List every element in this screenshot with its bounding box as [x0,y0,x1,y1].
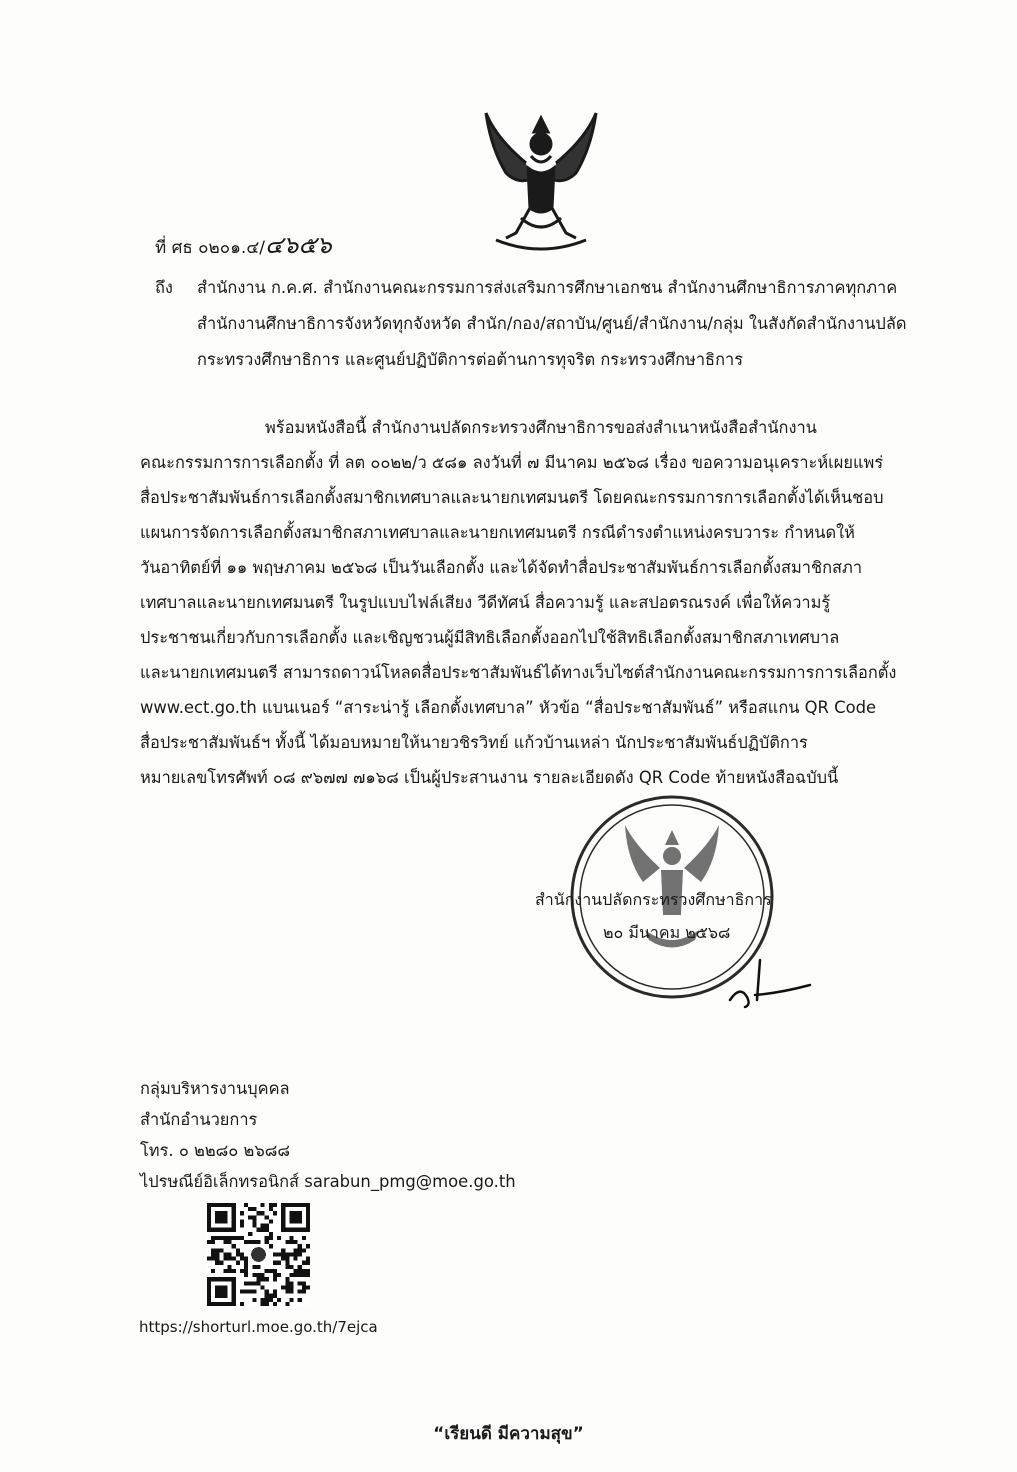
recipient-line: สำนักงาน ก.ค.ศ. สำนักงานคณะกรรมการส่งเสริมการศึกษาเอกชน สำนักงานศึกษาธิการภาคทุกภาค [197,278,898,297]
recipient-label: ถึง [155,278,173,297]
body-line: เทศบาลและนายกเทศมนตรี ในรูปแบบไฟล์เสียง วีดีทัศน์ สื่อความรู้ และสปอตรณรงค์ เพื่อให้ความรู้ [140,593,831,612]
contact-office: สำนักอำนวยการ [140,1110,258,1129]
recipient-line: สำนักงานศึกษาธิการจังหวัดทุกจังหวัด สำนัก/กอง/สถาบัน/ศูนย์/สำนักงาน/กลุ่ม ในสังกัดสำนักงานปลัด [197,314,907,333]
qr-url: https://shorturl.moe.go.th/7ejca [139,1318,378,1336]
body-line: สื่อประชาสัมพันธ์ฯ ทั้งนี้ ได้มอบหมายให้นายวชิรวิทย์ แก้วบ้านเหล่า นักประชาสัมพันธ์ปฏิบัติการ [140,733,808,752]
letter-body [140,410,945,795]
document-reference [155,225,332,264]
garuda-emblem-icon [476,108,606,258]
handwritten-signature-icon [725,955,815,1015]
signatory-organization: สำนักงานปลัดกระทรวงศึกษาธิการ [535,890,772,909]
contact-division: กลุ่มบริหารงานบุคคล [140,1079,290,1098]
body-line: วันอาทิตย์ที่ ๑๑ พฤษภาคม ๒๕๖๘ เป็นวันเลือกตั้ง และได้จัดทำสื่อประชาสัมพันธ์การเลือกตั้งสมาชิกสภา [140,558,863,577]
reference-number: ที่ ศธ ๐๒๐๑.๔/ [155,238,265,258]
signature-date: ๒๐ มีนาคม ๒๕๖๘ [603,923,731,942]
contact-block [140,1073,516,1197]
contact-email: ไปรษณีย์อิเล็กทรอนิกส์ sarabun_pmg@moe.go.th [140,1172,516,1191]
body-line: และนายกเทศมนตรี สามารถดาวน์โหลดสื่อประชาสัมพันธ์ได้ทางเว็บไซต์สำนักงานคณะกรรมการการเลือกตั้ง [140,663,897,682]
body-line: สื่อประชาสัมพันธ์การเลือกตั้งสมาชิกเทศบาลและนายกเทศมนตรี โดยคณะกรรมการการเลือกตั้งได้เห็นชอบ [140,488,884,507]
contact-phone: โทร. ๐ ๒๒๘๐ ๒๖๘๘ [140,1141,291,1160]
qr-code-icon [207,1203,310,1306]
reference-handwritten-number: ๔๖๕๖ [264,231,332,259]
body-line: ประชาชนเกี่ยวกับการเลือกตั้ง และเชิญชวนผู้มีสิทธิเลือกตั้งออกไปใช้สิทธิเลือกตั้งสมาชิกสภาเทศบาล [140,628,840,647]
body-line: www.ect.go.th แบนเนอร์ “สาระน่ารู้ เลือกตั้งเทศบาล” หัวข้อ “สื่อประชาสัมพันธ์” หรือสแกน QR Code [140,698,877,717]
body-line: คณะกรรมการการเลือกตั้ง ที่ ลต ๐๐๒๒/ว ๕๘๑ ลงวันที่ ๗ มีนาคม ๒๕๖๘ เรื่อง ขอความอนุเคราะห์เผยแพร่ [140,453,884,472]
body-line: แผนการจัดการเลือกตั้งสมาชิกสภาเทศบาลและนายกเทศมนตรี กรณีดำรงตำแหน่งครบวาระ กำหนดให้ [140,523,855,542]
recipient-line: กระทรวงศึกษาธิการ และศูนย์ปฏิบัติการต่อต้านการทุจริต กระทรวงศึกษาธิการ [197,350,743,369]
motto: “เรียนดี มีความสุข” [433,1424,584,1444]
body-line: หมายเลขโทรศัพท์ ๐๘ ๙๖๗๗ ๗๑๖๘ เป็นผู้ประสานงาน รายละเอียดดัง QR Code ท้ายหนังสือฉบับนี้ [140,768,839,787]
body-line: พร้อมหนังสือนี้ สำนักงานปลัดกระทรวงศึกษาธิการขอส่งสำเนาหนังสือสำนักงาน [265,418,817,437]
